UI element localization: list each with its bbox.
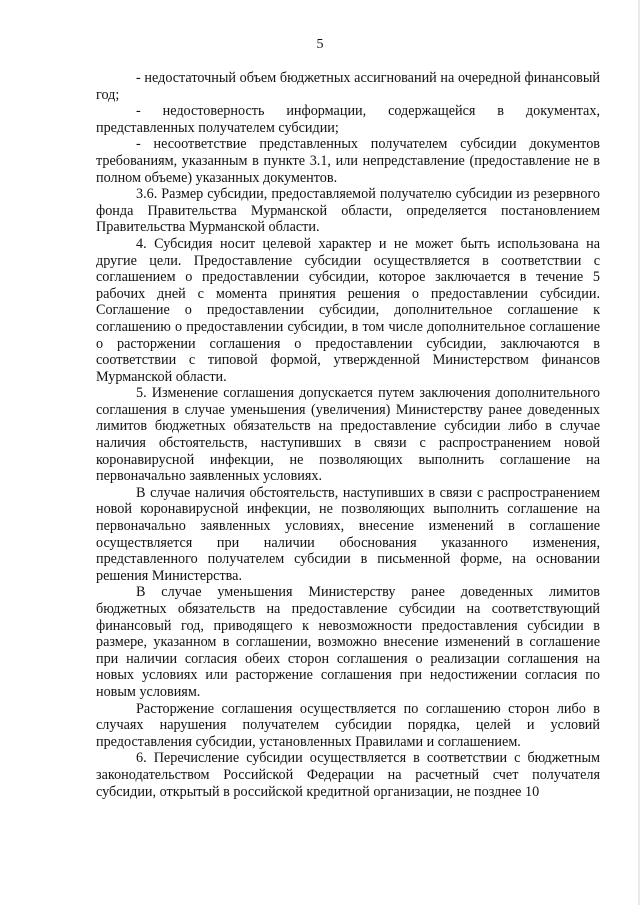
- paragraph-subsidy-amount: 3.6. Размер субсидии, предоставляемой получателю субсидии из резервного фонда Правительства Мурманской области, определяется постановлением Правительства Мурманской области.: [96, 186, 600, 236]
- paragraph-unreliable-information: - недостоверность информации, содержащейся в документах, представленных получателем субсидии;: [96, 103, 600, 136]
- paragraph-limit-reduction: В случае уменьшения Министерству ранее доведенных лимитов бюджетных обязательств на предоставление субсидии на соответствующий финансовый год, приводящего к невозможности предоставления субсидии в размере, указанном в соглашении, возможно внесение изменений в соглашение при наличии согласия обеих сторон соглашения о реализации соглашения на новых условиях или расторжение соглашения при недостижении согласия по новым условиям.: [96, 584, 600, 700]
- paragraph-agreement-change: 5. Изменение соглашения допускается путем заключения дополнительного соглашения в случае уменьшения (увеличения) Министерству ранее доведенных лимитов бюджетных обязательств на предоставление субсидии либо в случае наличия обстоятельств, наступивших в связи с распространением новой коронавирусной инфекции, не позволяющих выполнить соглашение на первоначально заявленных условиях.: [96, 385, 600, 485]
- paragraph-targeted-subsidy: 4. Субсидия носит целевой характер и не может быть использована на другие цели. Предоставление субсидии осуществляется в соответствии с соглашением о предоставлении субсидии, которое заключается в течение 5 рабочих дней с момента принятия решения о предоставлении субсидии. Соглашение о предоставлении субсидии, дополнительное соглашение к соглашению о предоставлении субсидии, в том числе дополнительное соглашение о расторжении соглашения о предоставлении субсидии, заключаются в соответствии с типовой формой, утвержденной Министерством финансов Мурманской области.: [96, 235, 600, 385]
- page-number: 5: [316, 37, 324, 52]
- document-body: [96, 70, 600, 800]
- paragraph-document-mismatch: - несоответствие представленных получателем субсидии документов требованиям, указанным в пункте 3.1, или непредставление (предоставление не в полном объеме) указанных документов.: [96, 136, 600, 186]
- paragraph-transfer: 6. Перечисление субсидии осуществляется в соответствии с бюджетным законодательством Российской Федерации на расчетный счет получателя субсидии, открытый в российской кредитной организации, не позднее 10: [96, 750, 600, 800]
- paragraph-coronavirus-circumstances: В случае наличия обстоятельств, наступивших в связи с распространением новой коронавирусной инфекции, не позволяющих выполнить соглашение на первоначально заявленных условиях, внесение изменений в соглашение осуществляется при наличии обоснования указанного изменения, представленного получателем субсидии в письменной форме, на основании решения Министерства.: [96, 484, 600, 584]
- paragraph-insufficient-budget: - недостаточный объем бюджетных ассигнований на очередной финансовый год;: [96, 70, 600, 103]
- paragraph-termination: Расторжение соглашения осуществляется по соглашению сторон либо в случаях нарушения получателем субсидии порядка, целей и условий предоставления субсидии, установленных Правилами и соглашением.: [96, 700, 600, 750]
